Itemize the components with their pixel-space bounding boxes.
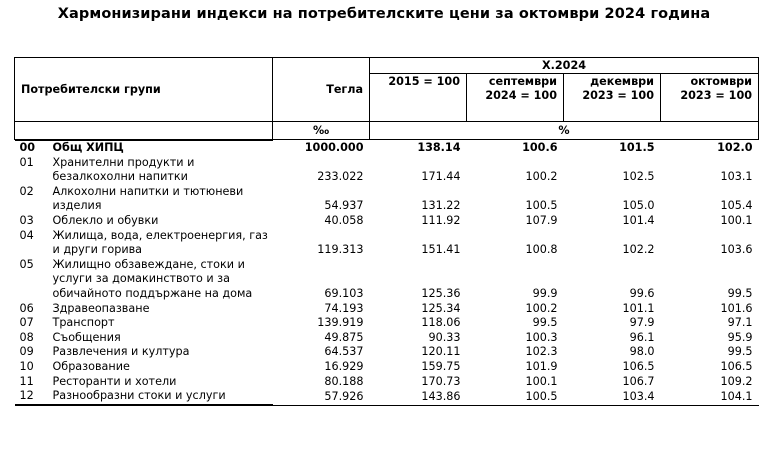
column-header-2015: 2015 = 100 <box>370 74 467 122</box>
row-index-september: 107.9 <box>525 213 558 227</box>
row-index-2015: 171.44 <box>421 170 461 184</box>
row-index-october: 105.4 <box>720 199 753 213</box>
row-index-december: 101.1 <box>622 301 655 315</box>
row-index-2015: 111.92 <box>421 213 461 227</box>
row-index-2015: 143.86 <box>370 389 467 405</box>
row-index-october: 99.5 <box>727 286 753 300</box>
row-name: Жилищно обзавеждане, стоки и услуги за домакинството и за обичайното поддържане на дома <box>52 257 253 300</box>
row-name: Разнообразни стоки и услуги <box>53 389 273 405</box>
row-weight: 69.103 <box>324 286 364 300</box>
weight-unit: ‰ <box>273 122 370 140</box>
row-index-october: 106.5 <box>720 359 753 373</box>
table-row <box>15 375 759 390</box>
row-weight: 139.919 <box>317 316 364 330</box>
row-index-2015: 131.22 <box>421 199 461 213</box>
row-label-cell <box>15 229 273 258</box>
group-column-header: Потребителски групи <box>15 58 273 122</box>
row-index-december: 101.4 <box>622 213 655 227</box>
table-row <box>15 302 759 317</box>
row-label-cell <box>15 302 273 317</box>
row-index-october: 100.1 <box>720 213 753 227</box>
table-row <box>15 360 759 375</box>
table-row <box>15 316 759 331</box>
row-index-2015: 118.06 <box>421 316 461 330</box>
period-header: X.2024 <box>370 58 759 74</box>
row-code: 03 <box>19 213 34 227</box>
row-label-cell <box>15 375 273 390</box>
table-row <box>15 156 759 185</box>
column-header-december: декември 2023 = 100 <box>564 74 661 122</box>
row-name: Хранителни продукти и безалкохолни напитки <box>52 155 195 184</box>
row-index-december: 103.4 <box>564 389 661 405</box>
page-title: Хармонизирани индекси на потребителските цени за октомври 2024 година <box>57 6 711 22</box>
row-index-september: 102.3 <box>525 345 558 359</box>
table-row <box>15 258 759 302</box>
row-index-september: 100.8 <box>525 243 558 257</box>
row-index-december: 106.5 <box>622 359 655 373</box>
row-label-cell <box>15 258 273 302</box>
row-code: 02 <box>19 184 34 198</box>
row-index-september: 100.5 <box>525 199 558 213</box>
row-index-october: 104.1 <box>661 389 759 405</box>
row-weight: 233.022 <box>317 170 364 184</box>
row-index-september: 100.2 <box>525 301 558 315</box>
row-code: 09 <box>19 345 34 359</box>
row-code: 00 <box>15 140 53 156</box>
total-row <box>15 140 759 156</box>
row-code: 07 <box>19 316 34 330</box>
table-row <box>15 229 759 258</box>
row-weight: 16.929 <box>324 359 364 373</box>
row-index-2015: 170.73 <box>421 374 461 388</box>
row-index-october: 101.6 <box>720 301 753 315</box>
row-index-2015: 125.34 <box>421 301 461 315</box>
row-code: 10 <box>19 359 34 373</box>
row-code: 12 <box>15 389 53 405</box>
row-weight: 74.193 <box>324 301 364 315</box>
row-name: Транспорт <box>52 316 115 330</box>
column-header-september: септември 2024 = 100 <box>467 74 564 122</box>
row-label-cell <box>15 316 273 331</box>
row-name: Образование <box>52 359 130 373</box>
row-code: 06 <box>19 301 34 315</box>
table-row <box>15 331 759 346</box>
row-index-december: 102.2 <box>622 243 655 257</box>
row-index-october: 95.9 <box>727 330 753 344</box>
row-index-september: 100.2 <box>525 170 558 184</box>
index-unit: % <box>370 122 759 140</box>
row-weight: 80.188 <box>324 374 364 388</box>
row-index-december: 102.5 <box>622 170 655 184</box>
row-name: Съобщения <box>52 330 121 344</box>
row-label-cell <box>15 214 273 229</box>
column-header-october: октомври 2023 = 100 <box>661 74 759 122</box>
row-index-september: 101.9 <box>525 359 558 373</box>
row-index-december: 101.5 <box>564 140 661 156</box>
row-label-cell <box>15 389 273 405</box>
row-index-october: 102.0 <box>661 140 759 156</box>
row-label-cell <box>15 185 273 214</box>
hicp-table <box>14 57 759 406</box>
row-name: Здравеопазване <box>52 301 150 315</box>
row-index-december: 97.9 <box>629 316 655 330</box>
row-index-september: 99.9 <box>532 286 558 300</box>
row-index-october: 97.1 <box>727 316 753 330</box>
row-weight: 1000.000 <box>273 140 370 156</box>
row-name: Развлечения и култура <box>52 345 190 359</box>
table-row <box>15 345 759 360</box>
row-name: Алкохолни напитки и тютюневи изделия <box>52 184 244 213</box>
table-row <box>15 389 759 405</box>
row-index-2015: 159.75 <box>421 359 461 373</box>
row-code: 04 <box>19 228 34 242</box>
table-row <box>15 185 759 214</box>
row-code: 01 <box>19 155 34 169</box>
row-label-cell <box>15 360 273 375</box>
row-label-cell <box>15 140 273 156</box>
row-index-september: 100.1 <box>525 374 558 388</box>
table-row <box>15 214 759 229</box>
row-name: Ресторанти и хотели <box>52 374 177 388</box>
row-weight: 119.313 <box>317 243 364 257</box>
row-index-october: 109.2 <box>720 374 753 388</box>
row-index-september: 100.5 <box>467 389 564 405</box>
row-weight: 49.875 <box>324 330 364 344</box>
row-code: 11 <box>19 374 34 388</box>
row-label-cell <box>15 156 273 185</box>
row-index-september: 100.3 <box>525 330 558 344</box>
row-code: 05 <box>19 257 34 271</box>
row-index-2015: 120.11 <box>421 345 461 359</box>
row-code: 08 <box>19 330 34 344</box>
row-index-2015: 138.14 <box>370 140 467 156</box>
row-index-september: 99.5 <box>532 316 558 330</box>
row-index-october: 103.1 <box>720 170 753 184</box>
row-weight: 57.926 <box>273 389 370 405</box>
row-index-2015: 125.36 <box>421 286 461 300</box>
row-index-december: 96.1 <box>629 330 655 344</box>
row-name: Общ ХИПЦ <box>53 140 273 156</box>
weight-column-header: Тегла <box>273 58 370 122</box>
row-index-2015: 90.33 <box>428 330 461 344</box>
row-weight: 64.537 <box>324 345 364 359</box>
row-weight: 54.937 <box>324 199 364 213</box>
row-index-december: 105.0 <box>622 199 655 213</box>
row-index-2015: 151.41 <box>421 243 461 257</box>
row-label-cell <box>15 345 273 360</box>
row-label-cell <box>15 331 273 346</box>
row-index-december: 99.6 <box>629 286 655 300</box>
row-name: Жилища, вода, електроенергия, газ и други горива <box>52 228 268 257</box>
row-index-december: 106.7 <box>622 374 655 388</box>
row-weight: 40.058 <box>324 213 364 227</box>
row-index-october: 103.6 <box>720 243 753 257</box>
row-index-september: 100.6 <box>467 140 564 156</box>
row-index-december: 98.0 <box>629 345 655 359</box>
row-name: Облекло и обувки <box>52 213 159 227</box>
row-index-october: 99.5 <box>727 345 753 359</box>
